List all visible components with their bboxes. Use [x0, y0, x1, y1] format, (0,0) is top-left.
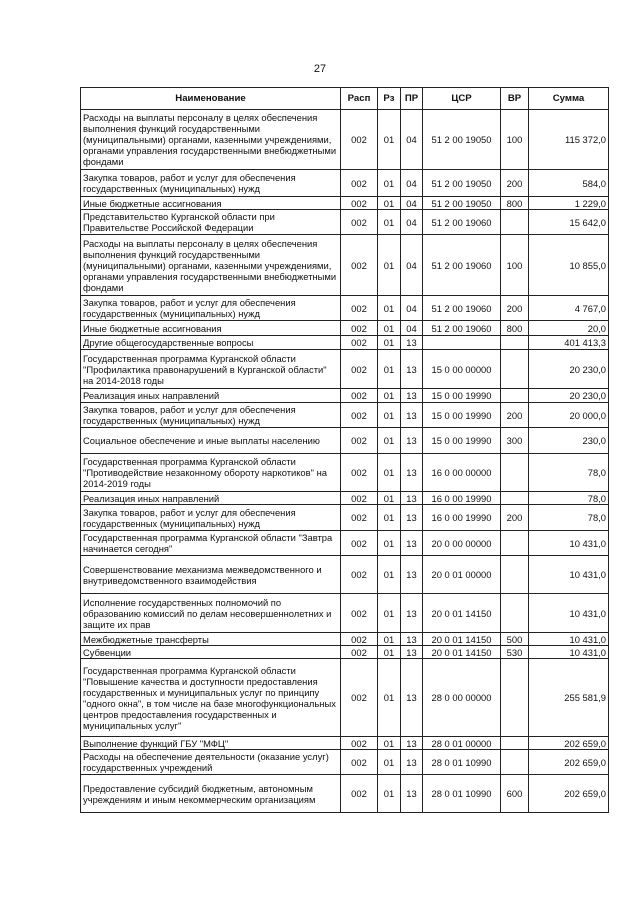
cell-name: Реализация иных направлений: [81, 492, 341, 505]
cell-sum: 202 659,0: [529, 775, 609, 813]
cell-sum: 20,0: [529, 321, 609, 336]
table-row: [81, 646, 609, 659]
cell-rasp: 002: [341, 492, 378, 505]
cell-name: Предоставление субсидий бюджетным, автономным учреждениям и иным некоммерческим организациям: [81, 775, 341, 813]
table-row: [81, 350, 609, 389]
cell-vr: [501, 750, 529, 775]
cell-csr: 28 0 01 00000: [423, 737, 501, 750]
cell-pr: 04: [401, 296, 423, 321]
cell-sum: 10 431,0: [529, 556, 609, 594]
cell-sum: 10 431,0: [529, 646, 609, 659]
cell-sum: 115 372,0: [529, 110, 609, 170]
cell-pr: 13: [401, 659, 423, 737]
cell-name: Субвенции: [81, 646, 341, 659]
cell-vr: 600: [501, 775, 529, 813]
table-row: [81, 197, 609, 210]
cell-rasp: 002: [341, 428, 378, 454]
cell-sum: 1 229,0: [529, 197, 609, 210]
cell-pr: 13: [401, 428, 423, 454]
cell-rasp: 002: [341, 750, 378, 775]
cell-vr: 200: [501, 170, 529, 197]
cell-name: Представительство Курганской области при Правительстве Российской Федерации: [81, 210, 341, 235]
cell-rz: 01: [378, 633, 401, 646]
table-row: [81, 531, 609, 556]
page-number: 27: [313, 63, 327, 75]
cell-rasp: 002: [341, 505, 378, 531]
header-rasp: Расп: [341, 88, 378, 110]
budget-table: [80, 87, 609, 813]
cell-rasp: 002: [341, 646, 378, 659]
cell-csr: 20 0 01 14150: [423, 633, 501, 646]
cell-rasp: 002: [341, 389, 378, 403]
cell-name: Межбюджетные трансферты: [81, 633, 341, 646]
cell-pr: 13: [401, 633, 423, 646]
cell-name: Реализация иных направлений: [81, 389, 341, 403]
table-row: [81, 505, 609, 531]
cell-sum: 20 000,0: [529, 403, 609, 428]
table-row: [81, 110, 609, 170]
cell-rz: 01: [378, 775, 401, 813]
cell-rasp: 002: [341, 633, 378, 646]
cell-rasp: 002: [341, 210, 378, 235]
table-header-row: [81, 88, 609, 110]
cell-pr: 04: [401, 235, 423, 296]
table-row: [81, 492, 609, 505]
cell-vr: [501, 556, 529, 594]
cell-pr: 13: [401, 389, 423, 403]
cell-vr: [501, 737, 529, 750]
cell-name: Закупка товаров, работ и услуг для обеспечения государственных (муниципальных) нужд: [81, 403, 341, 428]
cell-rz: 01: [378, 737, 401, 750]
cell-pr: 13: [401, 775, 423, 813]
cell-rz: 01: [378, 110, 401, 170]
cell-sum: 10 431,0: [529, 531, 609, 556]
cell-rz: 01: [378, 210, 401, 235]
cell-rasp: 002: [341, 197, 378, 210]
cell-csr: 15 0 00 00000: [423, 350, 501, 389]
cell-csr: 51 2 00 19060: [423, 235, 501, 296]
cell-name: Государственная программа Курганской области "Повышение качества и доступности предоставления государственных и муниципальных услуг по принципу "одного окна", в том числе на базе многофункциональных центров предоставления государственных и муниципальных услуг": [81, 659, 341, 737]
cell-rasp: 002: [341, 531, 378, 556]
cell-name: Выполнение функций ГБУ "МФЦ": [81, 737, 341, 750]
cell-sum: 584,0: [529, 170, 609, 197]
cell-pr: 13: [401, 454, 423, 492]
table-row: [81, 296, 609, 321]
cell-csr: 28 0 01 10990: [423, 775, 501, 813]
cell-name: Закупка товаров, работ и услуг для обеспечения государственных (муниципальных) нужд: [81, 296, 341, 321]
cell-rz: 01: [378, 492, 401, 505]
cell-rz: 01: [378, 336, 401, 350]
cell-pr: 13: [401, 336, 423, 350]
cell-rz: 01: [378, 454, 401, 492]
cell-sum: 4 767,0: [529, 296, 609, 321]
cell-csr: 51 2 00 19060: [423, 210, 501, 235]
cell-rasp: 002: [341, 296, 378, 321]
cell-csr: 51 2 00 19060: [423, 321, 501, 336]
cell-sum: 20 230,0: [529, 389, 609, 403]
header-csr: ЦСР: [423, 88, 501, 110]
cell-rz: 01: [378, 235, 401, 296]
cell-pr: 13: [401, 492, 423, 505]
header-sum: Сумма: [529, 88, 609, 110]
cell-rz: 01: [378, 321, 401, 336]
cell-sum: 78,0: [529, 505, 609, 531]
cell-rz: 01: [378, 646, 401, 659]
cell-rz: 01: [378, 350, 401, 389]
cell-rasp: 002: [341, 321, 378, 336]
cell-pr: 13: [401, 505, 423, 531]
cell-sum: 255 581,9: [529, 659, 609, 737]
cell-vr: 300: [501, 428, 529, 454]
cell-vr: 200: [501, 296, 529, 321]
cell-csr: 15 0 00 19990: [423, 389, 501, 403]
cell-vr: [501, 210, 529, 235]
table-row: [81, 170, 609, 197]
table-row: [81, 556, 609, 594]
cell-vr: [501, 492, 529, 505]
cell-rasp: 002: [341, 336, 378, 350]
cell-vr: 100: [501, 235, 529, 296]
cell-rz: 01: [378, 296, 401, 321]
cell-name: Другие общегосударственные вопросы: [81, 336, 341, 350]
header-pr: ПР: [401, 88, 423, 110]
cell-rasp: 002: [341, 403, 378, 428]
cell-csr: 20 0 01 00000: [423, 556, 501, 594]
cell-sum: 230,0: [529, 428, 609, 454]
cell-csr: 15 0 00 19990: [423, 428, 501, 454]
cell-csr: 51 2 00 19050: [423, 170, 501, 197]
cell-rz: 01: [378, 170, 401, 197]
cell-vr: 200: [501, 403, 529, 428]
cell-csr: 20 0 00 00000: [423, 531, 501, 556]
table-row: [81, 594, 609, 633]
header-rz: Рз: [378, 88, 401, 110]
table-row: [81, 428, 609, 454]
table-row: [81, 454, 609, 492]
table-row: [81, 321, 609, 336]
cell-sum: 401 413,3: [529, 336, 609, 350]
cell-sum: 78,0: [529, 492, 609, 505]
cell-sum: 10 431,0: [529, 633, 609, 646]
header-vr: ВР: [501, 88, 529, 110]
cell-rasp: 002: [341, 170, 378, 197]
cell-vr: 800: [501, 197, 529, 210]
cell-pr: 13: [401, 594, 423, 633]
cell-csr: 16 0 00 00000: [423, 454, 501, 492]
cell-name: Исполнение государственных полномочий по образованию комиссий по делам несовершеннолетних и защите их прав: [81, 594, 341, 633]
table-row: [81, 750, 609, 775]
cell-csr: 28 0 01 10990: [423, 750, 501, 775]
cell-name: Закупка товаров, работ и услуг для обеспечения государственных (муниципальных) нужд: [81, 170, 341, 197]
cell-pr: 13: [401, 646, 423, 659]
cell-vr: [501, 594, 529, 633]
cell-pr: 04: [401, 110, 423, 170]
cell-vr: [501, 454, 529, 492]
table-row: [81, 235, 609, 296]
cell-sum: 15 642,0: [529, 210, 609, 235]
cell-vr: 800: [501, 321, 529, 336]
cell-csr: 20 0 01 14150: [423, 594, 501, 633]
cell-csr: 20 0 01 14150: [423, 646, 501, 659]
cell-rasp: 002: [341, 235, 378, 296]
cell-pr: 04: [401, 197, 423, 210]
cell-csr: [423, 336, 501, 350]
table-row: [81, 389, 609, 403]
cell-pr: 13: [401, 350, 423, 389]
cell-rasp: 002: [341, 350, 378, 389]
cell-vr: 200: [501, 505, 529, 531]
cell-rasp: 002: [341, 556, 378, 594]
table-row: [81, 403, 609, 428]
cell-name: Иные бюджетные ассигнования: [81, 197, 341, 210]
cell-name: Государственная программа Курганской области "Завтра начинается сегодня": [81, 531, 341, 556]
table-row: [81, 737, 609, 750]
cell-vr: [501, 350, 529, 389]
cell-pr: 04: [401, 210, 423, 235]
cell-rz: 01: [378, 428, 401, 454]
cell-pr: 04: [401, 321, 423, 336]
cell-pr: 13: [401, 750, 423, 775]
cell-rz: 01: [378, 659, 401, 737]
cell-pr: 13: [401, 403, 423, 428]
cell-name: Государственная программа Курганской области "Профилактика правонарушений в Курганской области" на 2014-2018 годы: [81, 350, 341, 389]
cell-rz: 01: [378, 505, 401, 531]
cell-name: Расходы на обеспечение деятельности (оказание услуг) государственных учреждений: [81, 750, 341, 775]
cell-name: Расходы на выплаты персоналу в целях обеспечения выполнения функций государственными (муниципальными) органами, казенными учреждениями, органами управления государственными внебюджетными фондами: [81, 235, 341, 296]
cell-pr: 04: [401, 170, 423, 197]
cell-sum: 10 431,0: [529, 594, 609, 633]
cell-rasp: 002: [341, 775, 378, 813]
cell-rz: 01: [378, 594, 401, 633]
cell-csr: 16 0 00 19990: [423, 505, 501, 531]
cell-csr: 15 0 00 19990: [423, 403, 501, 428]
cell-rasp: 002: [341, 454, 378, 492]
cell-sum: 20 230,0: [529, 350, 609, 389]
cell-pr: 13: [401, 737, 423, 750]
cell-name: Расходы на выплаты персоналу в целях обеспечения выполнения функций государственными (муниципальными) органами, казенными учреждениями, органами управления государственными внебюджетными фондами: [81, 110, 341, 170]
cell-rasp: 002: [341, 594, 378, 633]
cell-name: Закупка товаров, работ и услуг для обеспечения государственных (муниципальных) нужд: [81, 505, 341, 531]
cell-rz: 01: [378, 403, 401, 428]
cell-rz: 01: [378, 389, 401, 403]
cell-csr: 51 2 00 19050: [423, 110, 501, 170]
cell-vr: [501, 531, 529, 556]
cell-rasp: 002: [341, 110, 378, 170]
table-row: [81, 659, 609, 737]
cell-name: Совершенствование механизма межведомственного и внутриведомственного взаимодействия: [81, 556, 341, 594]
cell-sum: 78,0: [529, 454, 609, 492]
cell-pr: 13: [401, 556, 423, 594]
cell-vr: [501, 336, 529, 350]
cell-name: Иные бюджетные ассигнования: [81, 321, 341, 336]
cell-rasp: 002: [341, 737, 378, 750]
cell-vr: [501, 659, 529, 737]
cell-csr: 28 0 00 00000: [423, 659, 501, 737]
cell-vr: 500: [501, 633, 529, 646]
table-row: [81, 336, 609, 350]
cell-pr: 13: [401, 531, 423, 556]
cell-rz: 01: [378, 531, 401, 556]
table-row: [81, 210, 609, 235]
cell-vr: [501, 389, 529, 403]
cell-vr: 100: [501, 110, 529, 170]
cell-rz: 01: [378, 197, 401, 210]
cell-name: Социальное обеспечение и иные выплаты населению: [81, 428, 341, 454]
header-name: Наименование: [81, 88, 341, 110]
table-row: [81, 775, 609, 813]
cell-rz: 01: [378, 556, 401, 594]
cell-sum: 202 659,0: [529, 737, 609, 750]
cell-vr: 530: [501, 646, 529, 659]
cell-sum: 202 659,0: [529, 750, 609, 775]
cell-rasp: 002: [341, 659, 378, 737]
cell-sum: 10 855,0: [529, 235, 609, 296]
cell-csr: 51 2 00 19050: [423, 197, 501, 210]
cell-csr: 16 0 00 19990: [423, 492, 501, 505]
cell-name: Государственная программа Курганской области "Противодействие незаконному обороту наркотиков" на 2014-2019 годы: [81, 454, 341, 492]
cell-csr: 51 2 00 19060: [423, 296, 501, 321]
cell-rz: 01: [378, 750, 401, 775]
table-row: [81, 633, 609, 646]
